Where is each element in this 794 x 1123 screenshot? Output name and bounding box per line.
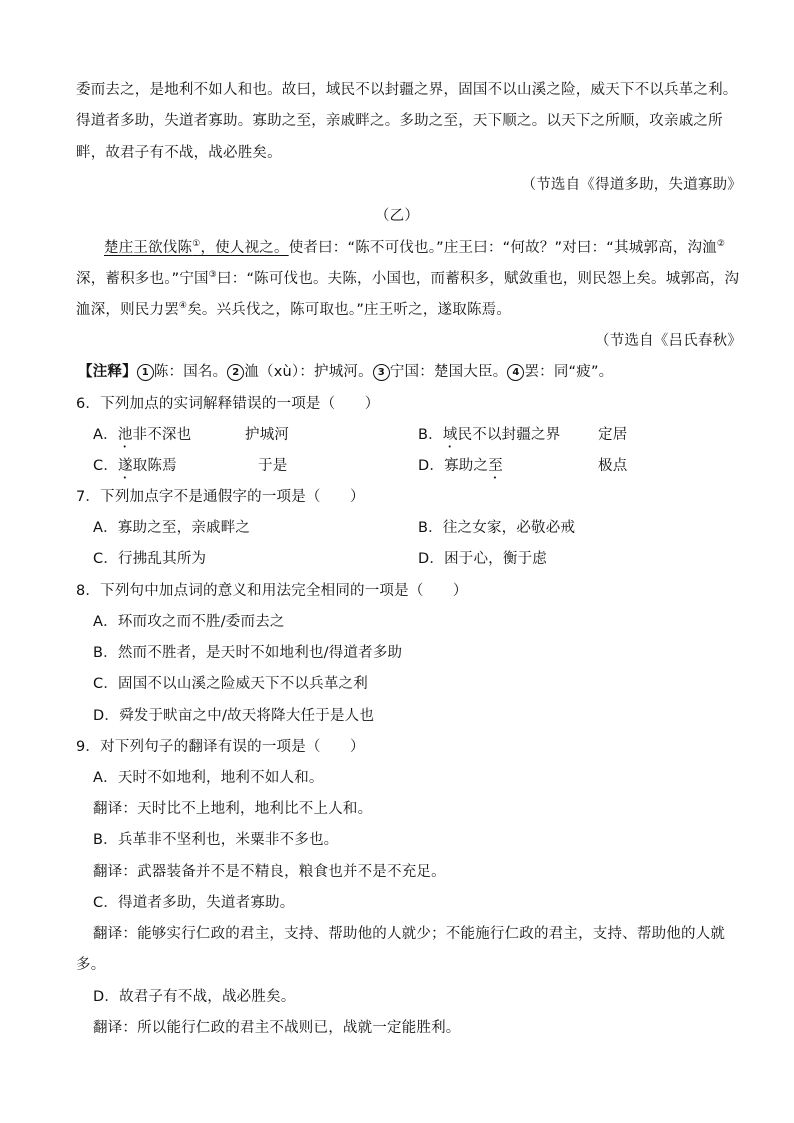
passage-yi-heading: （乙） [374,208,420,224]
question-6-option-c-gloss: 于是 [258,458,288,474]
question-9-translation-d: 翻译：所以能行仁政的君主不战则已，战就一定能胜利。 [93,1020,461,1036]
option-a-dotted-word: 池 [117,427,133,443]
question-7-row-2 [0,549,794,569]
question-7-option-a[interactable]: A．寡助之至，亲戚畔之 [93,520,251,536]
question-9-option-b[interactable]: B．兵革非不坚利也，米粟非不多也。 [93,832,339,848]
question-6-option-a-gloss: 护城河 [245,427,290,443]
option-d-prefix: D． [418,458,445,474]
question-6-option-c[interactable] [93,456,177,482]
question-9-translation-a: 翻译：天时比不上地利，地利比不上人和。 [93,801,373,817]
question-9-option-c[interactable]: C．得道者多助，失道者寡助。 [93,895,295,911]
note-circle-3: 3 [373,364,390,381]
question-7-option-b[interactable]: B．往之女家，必敬必戒 [418,520,576,536]
option-a-rest: 不深也 [147,427,192,443]
question-7-row-1 [0,518,794,538]
passage-yi-source: （节选自《吕氏春秋》 [595,333,742,349]
question-9-stem: 9．对下列句子的翻译有误的一项是（ ） [76,739,365,755]
question-7-option-d[interactable]: D．困于心，衡于虑 [418,551,547,567]
passage-yi-line-1-rest: 使者曰：“陈不可伐也。”庄王曰：“何故？”对曰：“其城郭高，沟洫 [288,240,717,256]
underlined-text-1: 楚庄王欲伐陈 [104,240,193,256]
option-b-rest: 民不以封疆之界 [457,427,561,443]
question-6-row-2 [0,456,794,476]
passage-yi-line-2 [76,269,739,289]
passage-jia-line-1: 委而去之，是地利不如人和也。故曰，域民不以封疆之界，固国不以山溪之险，威天下不以兵革之利。 [76,82,738,98]
question-9-translation-b: 翻译：武器装备并不是不精良，粮食也并不是不充足。 [93,864,446,880]
question-9-option-d[interactable]: D．故君子有不战，战必胜矣。 [93,989,296,1005]
question-6-row-1 [0,425,794,445]
question-8-option-a[interactable]: A．环而攻之而不胜/委而去之 [93,614,285,630]
question-6-option-a[interactable] [93,425,191,451]
passage-yi-line-1 [104,238,725,258]
underlined-phrase [104,240,289,256]
option-d-dotted-word: 至 [488,458,503,474]
note-text-1: 陈：国名。 [153,364,228,380]
note-text-4: 罢：同“疲”。 [524,364,614,380]
question-9-option-a[interactable]: A．天时不如地利，地利不如人和。 [93,770,324,786]
note-marker-2: ② [716,239,726,250]
option-a-word: 非 [132,427,148,443]
passage-yi-line-3-b: 矣。兴兵伐之，陈可取也。”庄王听之，遂取陈焉。 [187,302,512,318]
passage-jia-source: （节选自《得道多助，失道寡助》 [521,177,742,193]
passage-jia-line-3: 畔，故君子有不战，战必胜矣。 [76,145,282,161]
question-6-option-b-gloss: 定居 [598,427,628,443]
note-text-3: 宁国：楚国大臣。 [389,364,508,380]
option-a-prefix: A． [93,427,118,443]
underlined-text-2: ，使人视之。 [200,240,289,256]
option-c-dotted-word: 遂 [118,458,133,474]
question-9-translation-c-wrap: 多。 [76,957,106,973]
question-8-option-c[interactable]: C．固国不以山溪之险威天下不以兵革之利 [93,676,368,692]
question-8-option-b[interactable]: B．然而不胜者，是天时不如地利也/得道者多助 [93,645,403,661]
passage-jia-line-2: 得道者多助，失道者寡助。寡助之至，亲戚畔之。多助之至，天下顺之。以天下之所顺，攻亲戚之所 [76,113,723,129]
option-d-text: 寡助之 [444,458,489,474]
question-6-option-d[interactable] [418,456,503,482]
note-circle-2: 2 [227,364,244,381]
passage-yi-line-3 [76,300,511,320]
note-text-2: 洫（xù）：护城河。 [244,364,373,380]
passage-yi-line-2-a: 深，蓄积多也。”宁国 [76,271,209,287]
notes-label: 【注释】 [78,364,137,380]
question-6-option-b[interactable] [418,425,560,451]
note-circle-4: 4 [507,364,524,381]
note-marker-3: ③ [208,270,218,281]
option-b-dotted-word: 域 [442,427,458,443]
option-b-prefix: B． [418,427,443,443]
option-c-rest: 取陈焉 [132,458,177,474]
note-circle-1: 1 [137,364,154,381]
question-8-option-d[interactable]: D．舜发于畎亩之中/故天将降大任于是人也 [93,708,375,724]
question-7-stem: 7．下列加点字不是通假字的一项是（ ） [76,489,365,505]
notes-line [78,362,613,382]
passage-yi-line-3-a: 洫深，则民力罢 [76,302,179,318]
question-6-stem: 6．下列加点的实词解释错误的一项是（ ） [76,396,380,412]
question-6-option-d-gloss: 极点 [598,458,628,474]
note-marker-4: ④ [178,301,188,312]
passage-yi-line-2-b: 曰：“陈可伐也。夫陈，小国也，而蓄积多，赋敛重也，则民怨上矣。城郭高，沟 [217,271,740,287]
question-7-option-c[interactable]: C．行拂乱其所为 [93,551,207,567]
question-9-translation-c: 翻译：能够实行仁政的君主，支持、帮助他的人就少；不能施行仁政的君主，支持、帮助他的人就 [93,926,726,942]
option-c-prefix: C． [93,458,119,474]
question-8-stem: 8．下列句中加点词的意义和用法完全相同的一项是（ ） [76,583,468,599]
note-marker-1: ① [192,239,201,250]
